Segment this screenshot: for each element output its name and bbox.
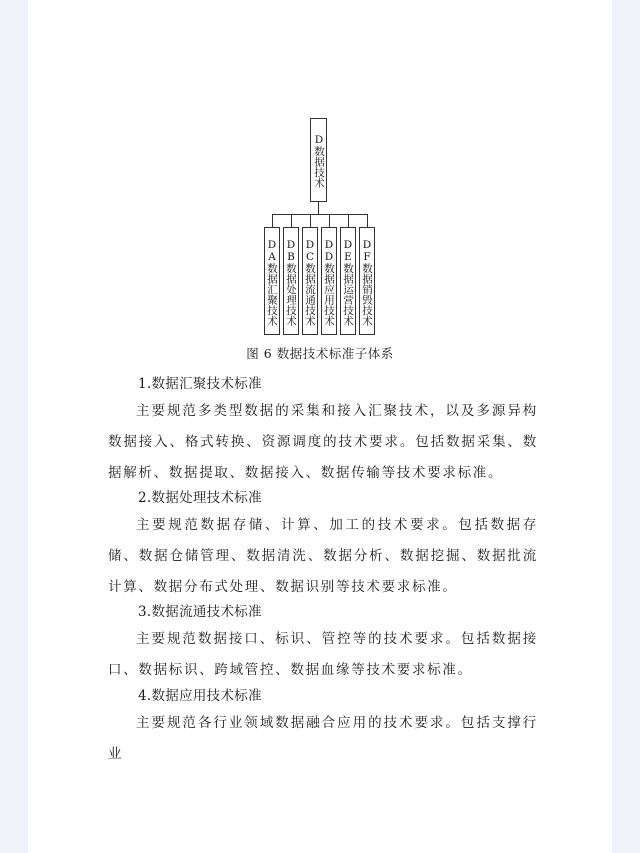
diagram-node-df: DF数据销毁技术 xyxy=(359,227,375,335)
connector-horizontal xyxy=(272,214,368,215)
diagram-node-de: DE数据运营技术 xyxy=(340,227,356,335)
section-paragraph: 主要规范各行业领域数据融合应用的技术要求。包括支撑行业 xyxy=(108,715,538,762)
section-paragraph: 主要规范数据存储、计算、加工的技术要求。包括数据存储、数据仓储管理、数据清洗、数据分析、数据挖掘、数据批流计算、数据分布式处理、数据识别等技术要求标准。 xyxy=(108,517,538,595)
section-paragraph: 主要规范多类型数据的采集和接入汇聚技术，以及多源异构数据接入、格式转换、资源调度的技术要求。包括数据采集、数据解析、数据提取、数据接入、数据传输等技术要求标准。 xyxy=(108,403,538,481)
section-heading: 2.数据处理技术标准 xyxy=(138,490,262,506)
connector-branch xyxy=(272,214,273,227)
section-paragraph: 主要规范数据接口、标识、管控等的技术要求。包括数据接口、数据标识、跨域管控、数据血缘等技术要求标准。 xyxy=(108,631,538,678)
connector-branch xyxy=(291,214,292,227)
diagram-node-dd: DD数据应用技术 xyxy=(321,227,337,335)
figure-caption: 图 6 数据技术标准子体系 xyxy=(246,346,394,361)
section-heading: 1.数据汇聚技术标准 xyxy=(138,376,262,392)
document-page xyxy=(28,0,612,853)
connector-branch xyxy=(310,214,311,227)
diagram-root-node: D数据技术 xyxy=(310,118,327,202)
section-heading: 4.数据应用技术标准 xyxy=(138,688,262,704)
diagram-node-db: DB数据处理技术 xyxy=(283,227,299,335)
connector-branch xyxy=(329,214,330,227)
diagram-node-dc: DC数据流通技术 xyxy=(302,227,318,335)
tree-diagram xyxy=(28,0,612,345)
section-heading: 3.数据流通技术标准 xyxy=(138,604,262,620)
connector-branch xyxy=(348,214,349,227)
connector-branch xyxy=(367,214,368,227)
diagram-node-da: DA数据汇聚技术 xyxy=(264,227,280,335)
